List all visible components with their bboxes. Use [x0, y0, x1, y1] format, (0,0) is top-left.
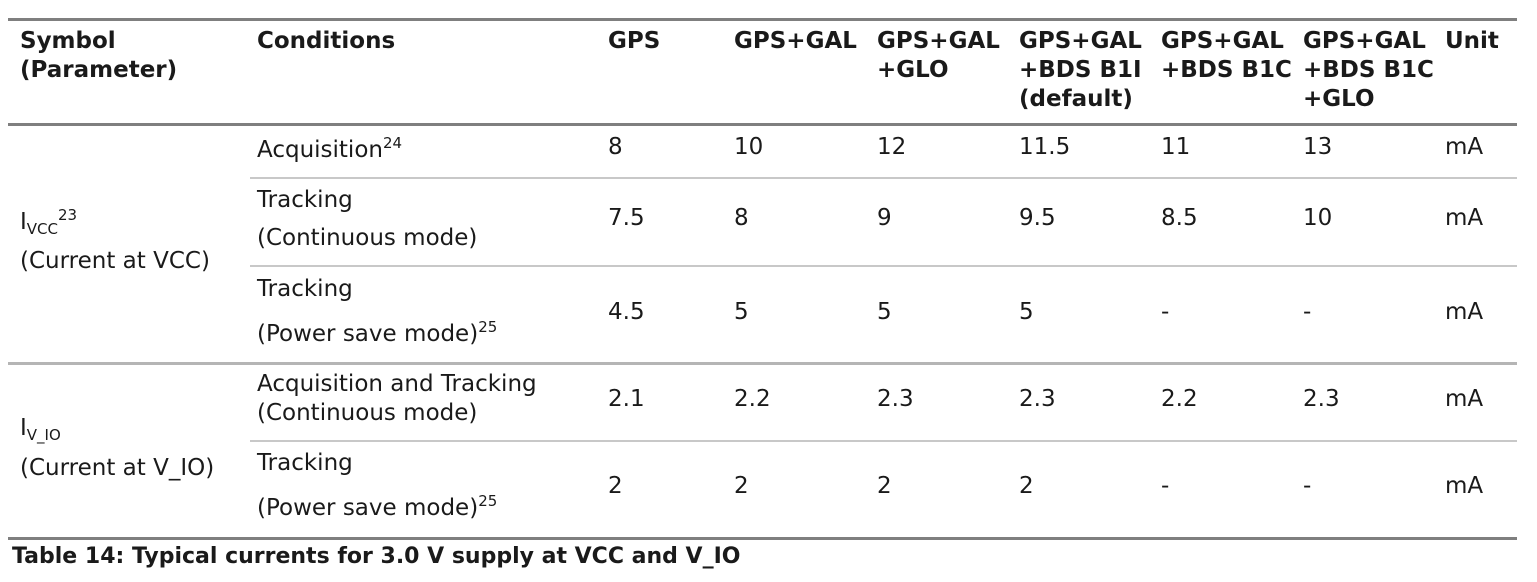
- footnote-marker: 24: [382, 134, 403, 152]
- value-cell: -: [1303, 473, 1312, 499]
- header-gps-gal-glo: GPS+GAL +GLO: [877, 28, 1000, 83]
- group-divider: [8, 362, 1517, 365]
- condition-cell: Tracking (Power save mode)$^{25}$: [257, 450, 498, 521]
- value-cell: 13: [1303, 134, 1333, 160]
- table-caption: Table 14: Typical currents for 3.0 V supply at VCC and V_IO: [12, 544, 741, 569]
- value-cell: 11.5: [1019, 134, 1071, 160]
- value-cell: 7.5: [608, 205, 645, 231]
- header-gps: GPS: [608, 28, 661, 54]
- value-cell: -: [1303, 299, 1312, 325]
- header-unit: Unit: [1445, 28, 1499, 54]
- value-cell: 2: [877, 473, 892, 499]
- row-divider: [250, 440, 1517, 442]
- unit-cell: mA: [1445, 473, 1484, 499]
- header-conditions: Conditions: [257, 28, 396, 54]
- value-cell: -: [1161, 299, 1170, 325]
- value-cell: 8.5: [1161, 205, 1198, 231]
- symbol-ivcc: $I_{VCC}^{23}$ (Current at VCC): [20, 206, 210, 274]
- unit-cell: mA: [1445, 134, 1484, 160]
- unit-cell: mA: [1445, 299, 1484, 325]
- value-cell: 2.1: [608, 386, 645, 412]
- value-cell: 2: [608, 473, 623, 499]
- value-cell: 10: [734, 134, 764, 160]
- header-gps-gal-bds-b1i: GPS+GAL +BDS B1I (default): [1019, 28, 1142, 112]
- header-gps-gal-bds-b1c-glo: GPS+GAL +BDS B1C +GLO: [1303, 28, 1434, 112]
- value-cell: 9: [877, 205, 892, 231]
- condition-cell: Tracking (Power save mode)$^{25}$: [257, 276, 498, 347]
- symbol-ivio: $I_{V\_IO}$ (Current at V_IO): [20, 415, 215, 481]
- value-cell: 2.3: [1303, 386, 1340, 412]
- header-gps-gal-bds-b1c: GPS+GAL +BDS B1C: [1161, 28, 1292, 83]
- condition-cell: Tracking (Continuous mode): [257, 187, 478, 251]
- value-cell: 5: [734, 299, 749, 325]
- header-bottom-rule: [8, 123, 1517, 126]
- value-cell: 8: [734, 205, 749, 231]
- value-cell: 2: [734, 473, 749, 499]
- header-symbol: Symbol (Parameter): [20, 28, 178, 83]
- value-cell: 9.5: [1019, 205, 1056, 231]
- row-divider: [250, 177, 1517, 179]
- footnote-marker: 25: [478, 318, 498, 336]
- value-cell: 2.3: [1019, 386, 1056, 412]
- value-cell: 2: [1019, 473, 1034, 499]
- condition-cell: Acquisition$^{24}$: [257, 134, 403, 163]
- value-cell: 5: [877, 299, 892, 325]
- header-gps-gal: GPS+GAL: [734, 28, 857, 54]
- value-cell: 4.5: [608, 299, 645, 325]
- value-cell: 8: [608, 134, 623, 160]
- value-cell: 2.2: [734, 386, 771, 412]
- value-cell: 2.2: [1161, 386, 1198, 412]
- value-cell: 5: [1019, 299, 1034, 325]
- value-cell: 10: [1303, 205, 1333, 231]
- unit-cell: mA: [1445, 386, 1484, 412]
- footnote-marker: 25: [478, 492, 498, 510]
- value-cell: 11: [1161, 134, 1191, 160]
- condition-cell: Acquisition and Tracking (Continuous mode): [257, 371, 537, 426]
- value-cell: 12: [877, 134, 907, 160]
- value-cell: -: [1161, 473, 1170, 499]
- value-cell: 2.3: [877, 386, 914, 412]
- table-bottom-rule: [8, 537, 1517, 540]
- row-divider: [250, 265, 1517, 267]
- table-top-rule: [8, 18, 1517, 21]
- unit-cell: mA: [1445, 205, 1484, 231]
